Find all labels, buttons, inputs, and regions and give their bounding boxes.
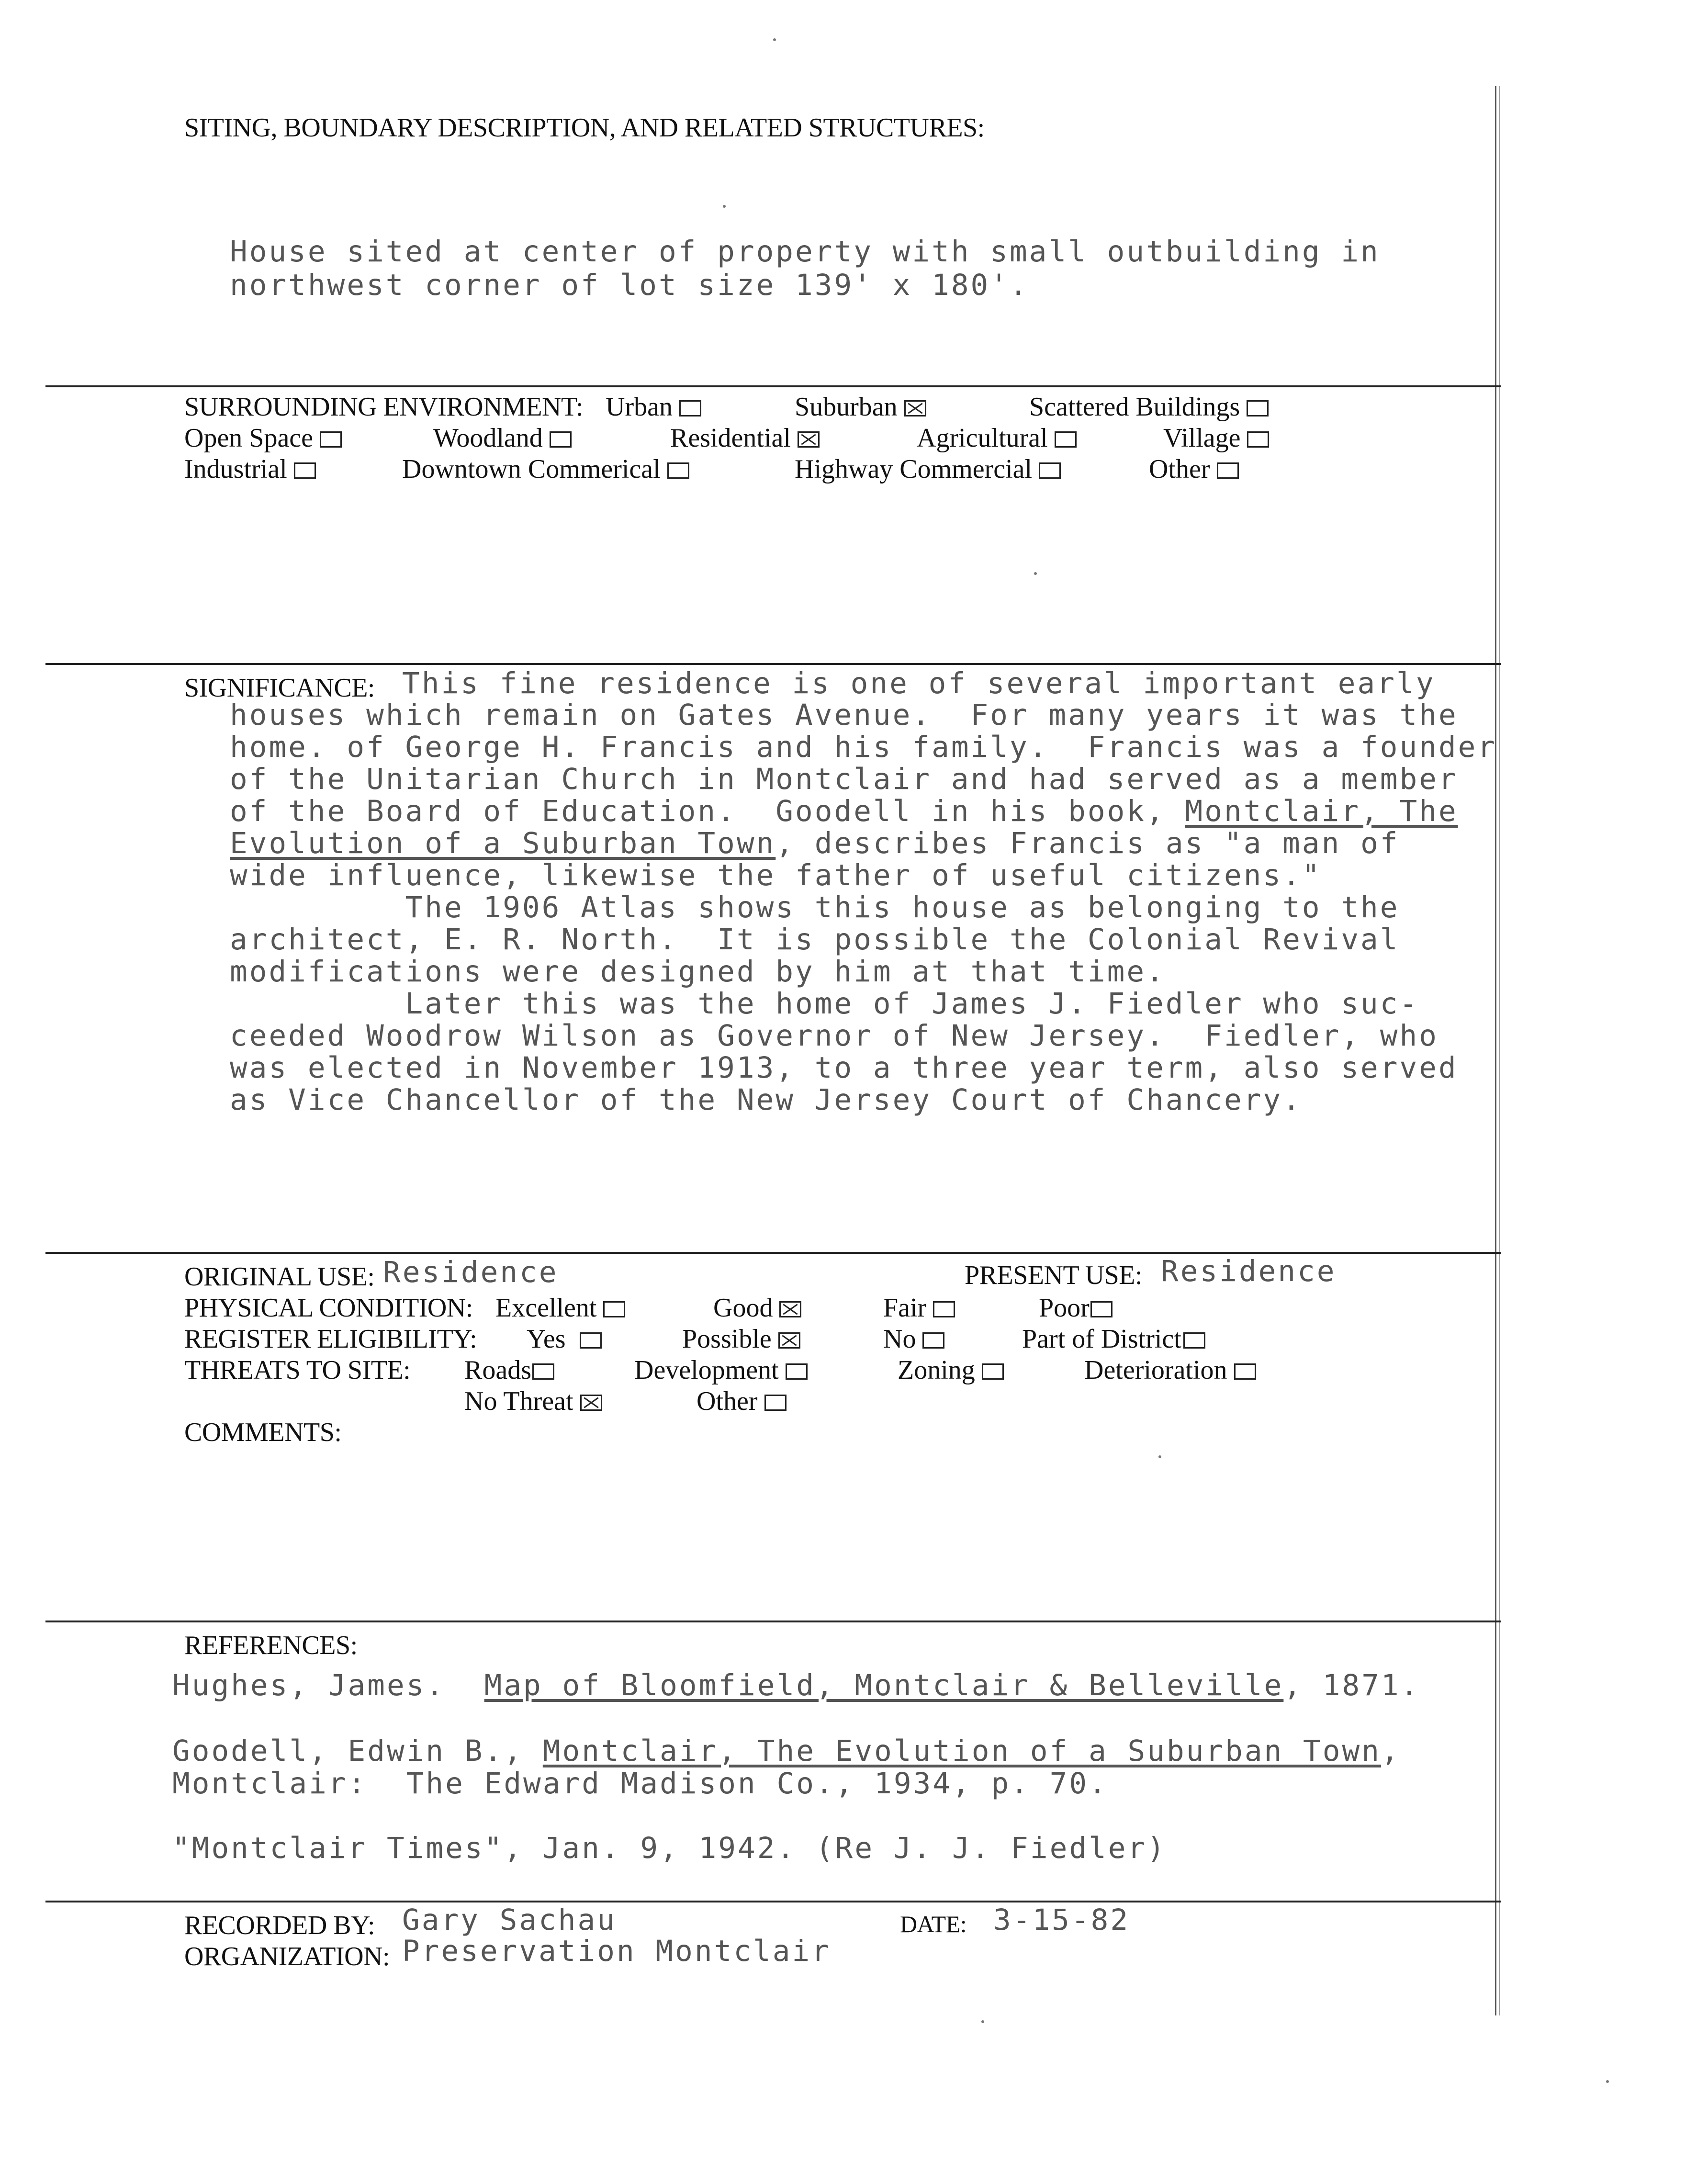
eligibility-no[interactable]: No	[883, 1324, 944, 1354]
threat-zoning[interactable]: Zoning	[898, 1355, 1004, 1385]
env-option-urban[interactable]: Urban	[606, 392, 701, 422]
significance-line: The 1906 Atlas shows this house as belonging to the	[230, 890, 1400, 924]
reference-1: Hughes, James. Map of Bloomfield, Montclair & Belleville, 1871.	[172, 1668, 1420, 1702]
significance-line: architect, E. R. North. It is possible the Colonial Revival	[230, 923, 1400, 957]
env-option-downtown-commercial[interactable]: Downtown Commerical	[402, 454, 689, 484]
original-use-value: Residence	[383, 1255, 559, 1289]
env-option-woodland[interactable]: Woodland	[433, 423, 572, 453]
env-option-suburban[interactable]: Suburban	[795, 392, 926, 422]
significance-line: Later this was the home of James J. Fiedler who suc-	[230, 987, 1419, 1021]
significance-line: home. of George H. Francis and his family. Francis was a founder	[230, 730, 1497, 764]
significance-line: of the Board of Education. Goodell in his book, Montclair, The	[230, 794, 1458, 828]
condition-fair[interactable]: Fair	[883, 1293, 955, 1323]
checkbox-checked[interactable]	[580, 1395, 602, 1411]
threat-no-threat[interactable]: No Threat	[464, 1386, 602, 1417]
checkbox[interactable]	[580, 1332, 602, 1349]
present-use-label: PRESENT USE:	[965, 1261, 1143, 1290]
checkbox[interactable]	[982, 1363, 1004, 1380]
scan-speck	[773, 38, 776, 41]
threat-other[interactable]: Other	[697, 1386, 787, 1417]
significance-line: Evolution of a Suburban Town, describes Francis as "a man of	[230, 826, 1400, 860]
checkbox[interactable]	[1055, 431, 1077, 448]
scan-speck	[1606, 2080, 1609, 2083]
checkbox[interactable]	[1247, 431, 1269, 448]
eligibility-part-of-district[interactable]: Part of District	[1022, 1324, 1205, 1354]
env-option-other[interactable]: Other	[1149, 454, 1239, 484]
organization-label: ORGANIZATION:	[184, 1942, 390, 1971]
checkbox[interactable]	[667, 462, 689, 479]
recorded-by-value: Gary Sachau	[402, 1903, 617, 1937]
checkbox[interactable]	[1039, 462, 1061, 479]
checkbox[interactable]	[764, 1395, 787, 1411]
threat-deterioration[interactable]: Deterioration	[1084, 1355, 1256, 1385]
checkbox[interactable]	[1090, 1301, 1112, 1317]
divider-siting	[45, 385, 1501, 387]
divider-comments	[45, 1621, 1501, 1622]
checkbox[interactable]	[1217, 462, 1239, 479]
condition-good[interactable]: Good	[713, 1293, 801, 1323]
eligibility-label: REGISTER ELIGIBILITY:	[184, 1324, 477, 1354]
env-option-village[interactable]: Village	[1163, 423, 1269, 453]
reference-2: Goodell, Edwin B., Montclair, The Evolution of a Suburban Town,	[172, 1734, 1401, 1768]
checkbox[interactable]	[922, 1332, 944, 1349]
condition-excellent[interactable]: Excellent	[495, 1293, 625, 1323]
checkbox-checked[interactable]	[798, 431, 820, 448]
checkbox[interactable]	[786, 1363, 808, 1380]
reference-2-line-2: Montclair: The Edward Madison Co., 1934, p. 70.	[172, 1767, 1108, 1801]
siting-label: SITING, BOUNDARY DESCRIPTION, AND RELATED STRUCTURES:	[184, 113, 985, 143]
checkbox[interactable]	[603, 1301, 625, 1317]
comments-label: COMMENTS:	[184, 1418, 342, 1447]
checkbox[interactable]	[532, 1363, 554, 1380]
checkbox[interactable]	[679, 400, 701, 416]
significance-line: was elected in November 1913, to a three year term, also served	[230, 1051, 1458, 1085]
checkbox-checked[interactable]	[904, 400, 926, 416]
checkbox[interactable]	[933, 1301, 955, 1317]
significance-line: ceeded Woodrow Wilson as Governor of New Jersey. Fiedler, who	[230, 1019, 1438, 1053]
env-option-residential[interactable]: Residential	[670, 423, 820, 453]
right-margin-rule	[1495, 86, 1496, 2015]
date-label: DATE:	[900, 1911, 967, 1937]
significance-line: modifications were designed by him at that time.	[230, 955, 1166, 989]
checkbox[interactable]	[1183, 1332, 1205, 1349]
eligibility-yes[interactable]: Yes	[527, 1324, 602, 1354]
significance-line: wide influence, likewise the father of useful citizens."	[230, 858, 1322, 892]
significance-label: SIGNIFICANCE:	[184, 673, 375, 703]
original-use-label: ORIGINAL USE:	[184, 1262, 375, 1292]
scan-speck	[1158, 1455, 1161, 1458]
environment-label: SURROUNDING ENVIRONMENT:	[184, 392, 583, 422]
scan-speck	[723, 205, 726, 208]
env-option-scattered-buildings[interactable]: Scattered Buildings	[1029, 392, 1269, 422]
condition-label: PHYSICAL CONDITION:	[184, 1293, 473, 1323]
divider-environment	[45, 663, 1501, 665]
divider-references	[45, 1901, 1501, 1902]
threat-development[interactable]: Development	[634, 1355, 808, 1385]
env-option-agricultural[interactable]: Agricultural	[917, 423, 1077, 453]
recorded-by-label: RECORDED BY:	[184, 1911, 375, 1940]
env-option-industrial[interactable]: Industrial	[184, 454, 316, 484]
references-label: REFERENCES:	[184, 1631, 358, 1660]
eligibility-possible[interactable]: Possible	[682, 1324, 800, 1354]
env-option-open-space[interactable]: Open Space	[184, 423, 342, 453]
env-option-highway-commercial[interactable]: Highway Commercial	[795, 454, 1061, 484]
divider-significance	[45, 1252, 1501, 1254]
condition-poor[interactable]: Poor	[1039, 1293, 1112, 1323]
organization-value: Preservation Montclair	[402, 1934, 831, 1968]
reference-3: "Montclair Times", Jan. 9, 1942. (Re J. J. Fiedler)	[172, 1831, 1167, 1865]
scan-speck	[981, 2020, 984, 2023]
checkbox[interactable]	[294, 462, 316, 479]
significance-line: of the Unitarian Church in Montclair and had served as a member	[230, 762, 1458, 796]
significance-line: houses which remain on Gates Avenue. For many years it was the	[230, 698, 1458, 732]
book-title: Evolution of a Suburban Town	[230, 826, 776, 860]
checkbox-checked[interactable]	[779, 1301, 801, 1317]
date-value: 3-15-82	[993, 1903, 1130, 1937]
siting-line-1: House sited at center of property with small outbuilding in	[230, 235, 1380, 269]
scan-speck	[1034, 572, 1037, 575]
siting-line-2: northwest corner of lot size 139' x 180'.	[230, 268, 1029, 302]
significance-line: as Vice Chancellor of the New Jersey Court of Chancery.	[230, 1083, 1302, 1117]
threat-roads[interactable]: Roads	[464, 1355, 554, 1385]
present-use-value: Residence	[1161, 1254, 1337, 1288]
checkbox-checked[interactable]	[778, 1332, 800, 1349]
checkbox[interactable]	[320, 431, 342, 448]
checkbox[interactable]	[1247, 400, 1269, 416]
checkbox[interactable]	[1234, 1363, 1256, 1380]
checkbox[interactable]	[550, 431, 572, 448]
right-margin-rule-inner	[1499, 86, 1500, 2015]
significance-first-line: This fine residence is one of several important early	[402, 666, 1436, 700]
threats-label: THREATS TO SITE:	[184, 1355, 411, 1385]
book-title: Montclair, The	[1185, 794, 1458, 828]
